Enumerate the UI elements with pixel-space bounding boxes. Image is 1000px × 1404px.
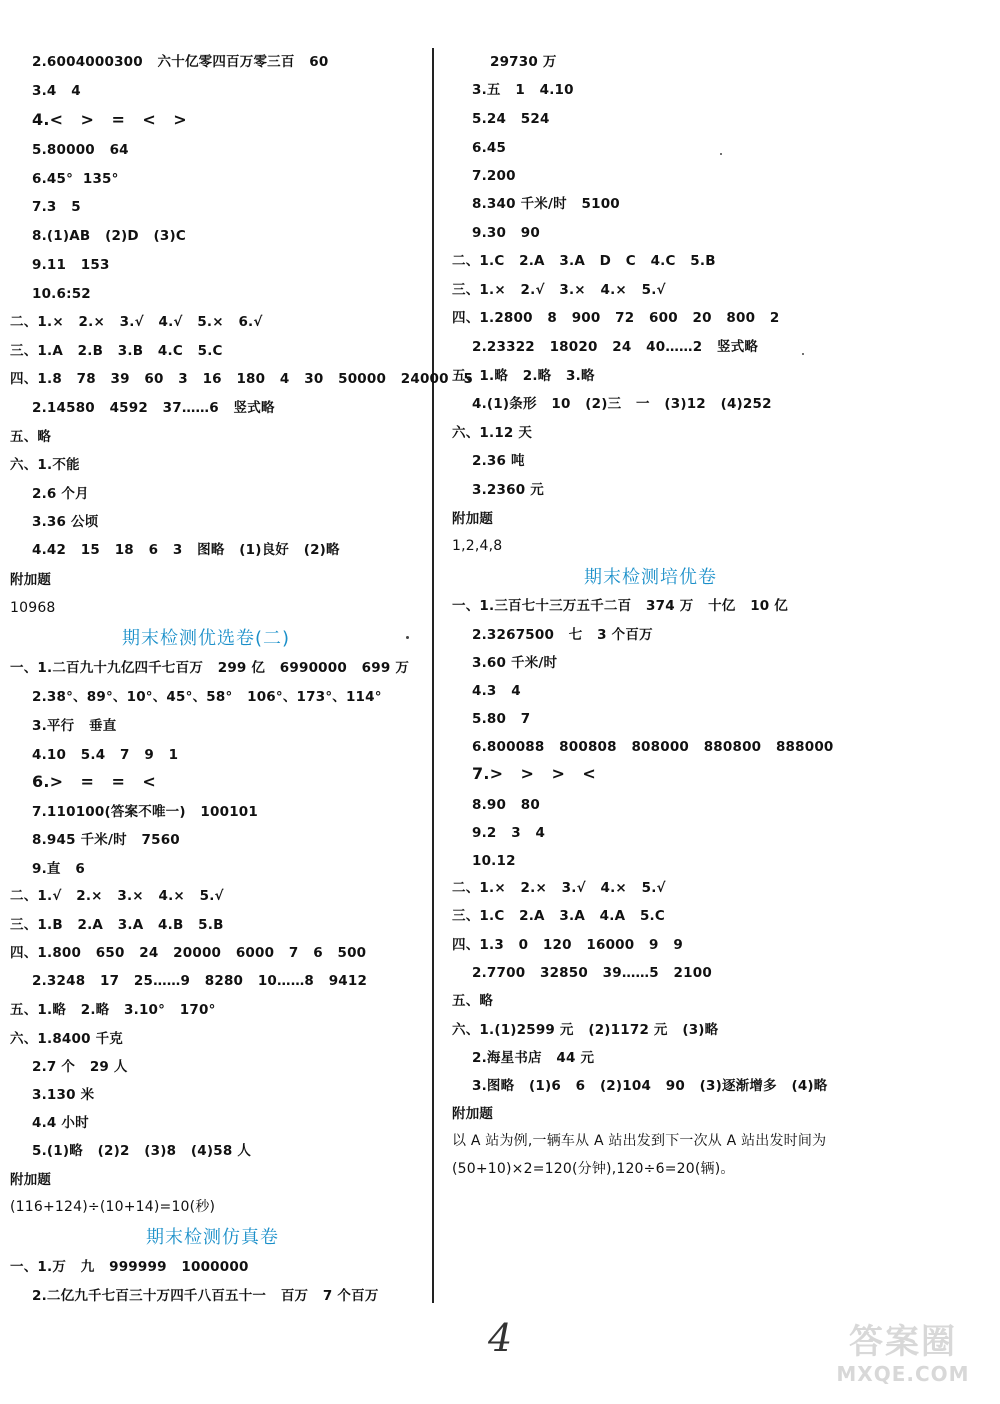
page-number: 4: [488, 1316, 513, 1360]
answer-line: 2.23322 18020 24 40……2 竖式略: [472, 339, 759, 355]
answer-line: 8.90 80: [472, 797, 540, 813]
answer-line: 3.36 公顷: [32, 514, 99, 530]
answer-line: 2.3248 17 25……9 8280 10……8 9412: [32, 973, 368, 989]
answer-line: 以 A 站为例,一辆车从 A 站出发到下一次从 A 站出发时间为: [452, 1133, 827, 1149]
answer-line: 7.200: [472, 168, 516, 184]
answer-line: 五、略: [452, 993, 494, 1009]
watermark-text: 答案圈: [849, 1322, 957, 1362]
watermark-url: MXQE.COM: [836, 1362, 970, 1386]
answer-line: 二、1.× 2.× 3.√ 4.√ 5.× 6.√: [10, 314, 263, 330]
answer-line: 六、1.12 天: [452, 425, 533, 441]
answer-line: 六、1.(1)2599 元 (2)1172 元 (3)略: [452, 1022, 719, 1038]
answer-line: 4.42 15 18 6 3 图略 (1)良好 (2)略: [32, 542, 340, 558]
answer-line: 9.直 6: [32, 861, 85, 877]
answer-line: 三、1.C 2.A 3.A 4.A 5.C: [452, 908, 665, 924]
answer-line: 9.11 153: [32, 257, 110, 273]
answer-line: 3.60 千米/时: [472, 655, 558, 671]
answer-line: 3.130 米: [32, 1087, 95, 1103]
answer-line: 6.> = = <: [32, 772, 156, 791]
answer-line: 10.6:52: [32, 286, 91, 302]
answer-line: 2.3267500 七 3 个百万: [472, 627, 653, 643]
answer-line: 二、1.C 2.A 3.A D C 4.C 5.B: [452, 253, 716, 269]
answer-line: (116+124)÷(10+14)=10(秒): [10, 1199, 216, 1215]
answer-line: 5.80 7: [472, 711, 531, 727]
answer-line: 一、1.万 九 999999 1000000: [10, 1259, 249, 1275]
speck: [802, 353, 804, 355]
answer-line: 8.(1)AB (2)D (3)C: [32, 228, 186, 244]
answer-line: 五、1.略 2.略 3.10° 170°: [10, 1002, 216, 1018]
speck: [720, 153, 722, 155]
answer-line: 1,2,4,8: [452, 538, 503, 554]
section-title: 期末检测培优卷: [584, 567, 717, 588]
answer-line: 4.< > = < >: [32, 110, 187, 129]
bonus-label: 附加题: [452, 511, 494, 527]
bonus-label: 附加题: [452, 1106, 494, 1122]
answer-line: 五、1.略 2.略 3.略: [452, 368, 595, 384]
answer-line: 四、1.8 78 39 60 3 16 180 4 30 50000 24000 5: [10, 371, 474, 387]
answer-line: 4.(1)条形 10 (2)三 一 (3)12 (4)252: [472, 396, 772, 412]
column-divider: [432, 48, 434, 1303]
watermark-logo: [818, 1322, 988, 1394]
answer-line: 2.7 个 29 人: [32, 1059, 128, 1075]
answer-line: 5.(1)略 (2)2 (3)8 (4)58 人: [32, 1143, 252, 1159]
answer-line: 5.80000 64: [32, 142, 129, 158]
answer-line: 4.3 4: [472, 683, 521, 699]
answer-line: 2.38°、89°、10°、45°、58° 106°、173°、114°: [32, 689, 382, 705]
answer-line: 2.36 吨: [472, 453, 525, 469]
answer-line: 5.24 524: [472, 111, 550, 127]
answer-line: 6.45: [472, 140, 507, 156]
answer-line: 六、1.不能: [10, 457, 80, 473]
answer-line: 29730 万: [490, 54, 557, 70]
answer-line: 6.800088 800808 808000 880800 888000: [472, 739, 834, 755]
answer-line: 8.340 千米/时 5100: [472, 196, 620, 212]
answer-line: 四、1.800 650 24 20000 6000 7 6 500: [10, 945, 367, 961]
answer-line: 6.45° 135°: [32, 171, 119, 187]
answer-line: 2.二亿九千七百三十万四千八百五十一 百万 7 个百万: [32, 1288, 379, 1304]
answer-line: 2.海星书店 44 元: [472, 1050, 595, 1066]
bonus-label: 附加题: [10, 572, 52, 588]
answer-line: 9.30 90: [472, 225, 540, 241]
answer-line: 7.> > > <: [472, 764, 596, 783]
answer-line: 四、1.2800 8 900 72 600 20 800 2: [452, 310, 780, 326]
answer-line: 一、1.二百九十九亿四千七百万 299 亿 6990000 699 万: [10, 660, 410, 676]
answer-line: 10.12: [472, 853, 516, 869]
answer-line: 五、略: [10, 429, 52, 445]
answer-line: 二、1.× 2.× 3.√ 4.× 5.√: [452, 880, 666, 896]
answer-line: 2.7700 32850 39……5 2100: [472, 965, 712, 981]
answer-line: 9.2 3 4: [472, 825, 546, 841]
answer-line: 8.945 千米/时 7560: [32, 832, 180, 848]
section-title: 期末检测优选卷(二): [122, 628, 291, 649]
answer-line: 二、1.√ 2.× 3.× 4.× 5.√: [10, 888, 224, 904]
answer-line: 7.110100(答案不唯一) 100101: [32, 804, 258, 820]
answer-line: 10968: [10, 600, 56, 616]
answer-line: 一、1.三百七十三万五千二百 374 万 十亿 10 亿: [452, 598, 788, 614]
answer-line: 3.五 1 4.10: [472, 82, 574, 98]
answer-line: 2.6 个月: [32, 486, 89, 502]
answer-line: 三、1.× 2.√ 3.× 4.× 5.√: [452, 282, 666, 298]
answer-line: 4.10 5.4 7 9 1: [32, 747, 179, 763]
answer-line: 3.图略 (1)6 6 (2)104 90 (3)逐渐增多 (4)略: [472, 1078, 828, 1094]
answer-line: 三、1.A 2.B 3.B 4.C 5.C: [10, 343, 223, 359]
answer-line: 三、1.B 2.A 3.A 4.B 5.B: [10, 917, 224, 933]
answer-line: 四、1.3 0 120 16000 9 9: [452, 937, 683, 953]
answer-line: 六、1.8400 千克: [10, 1031, 123, 1047]
answer-line: 7.3 5: [32, 199, 81, 215]
answer-line: 3.2360 元: [472, 482, 544, 498]
answer-line: 3.4 4: [32, 83, 81, 99]
bonus-label: 附加题: [10, 1172, 52, 1188]
answer-line: 2.14580 4592 37……6 竖式略: [32, 400, 275, 416]
answer-line: 3.平行 垂直: [32, 718, 117, 734]
speck: [406, 636, 409, 639]
answer-line: 2.6004000300 六十亿零四百万零三百 60: [32, 54, 329, 70]
answer-line: (50+10)×2=120(分钟),120÷6=20(辆)。: [452, 1161, 735, 1177]
answer-line: 4.4 小时: [32, 1115, 89, 1131]
section-title: 期末检测仿真卷: [146, 1227, 279, 1248]
